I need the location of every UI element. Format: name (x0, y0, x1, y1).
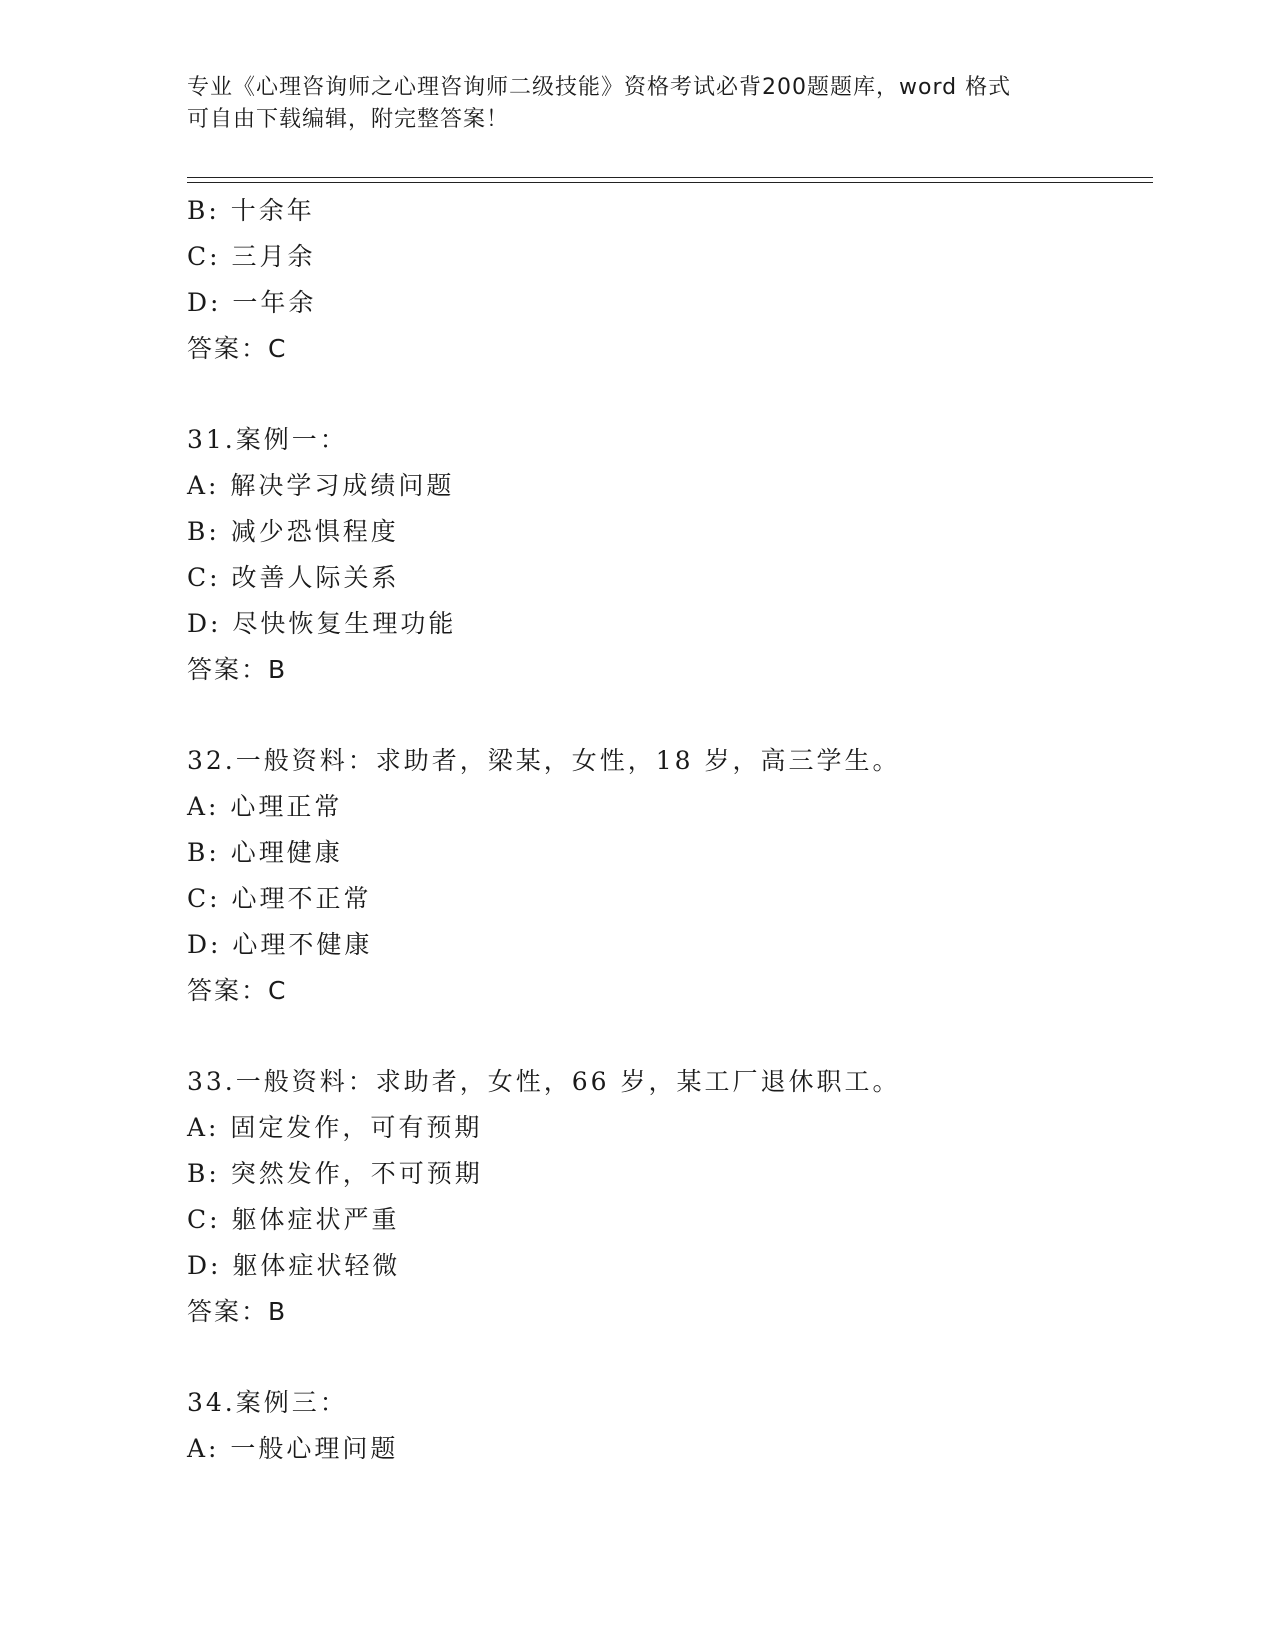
option-b: B: 十余年 (187, 196, 315, 225)
header-line-2: 可自由下载编辑，附完整答案！ (187, 107, 510, 132)
document-header (187, 72, 1087, 136)
question-block-34 (187, 1380, 1187, 1472)
question-block-continued (187, 188, 1187, 372)
option-d: D: 躯体症状轻微 (187, 1251, 401, 1280)
option-d: D: 尽快恢复生理功能 (187, 609, 457, 638)
answer-line: 答案：B (187, 655, 288, 684)
question-stem: 33.一般资料：求助者，女性，66 岁，某工厂退休职工。 (187, 1067, 901, 1096)
question-block-33 (187, 1059, 1187, 1335)
header-rule-top (187, 177, 1153, 178)
option-c: C: 躯体症状严重 (187, 1205, 400, 1234)
question-list (187, 188, 1187, 1472)
option-d: D: 心理不健康 (187, 930, 373, 959)
answer-line: 答案：C (187, 334, 288, 363)
option-a: A: 解决学习成绩问题 (187, 471, 455, 500)
option-c: C: 三月余 (187, 242, 316, 271)
option-a: A: 心理正常 (187, 792, 343, 821)
option-b: B: 心理健康 (187, 838, 343, 867)
question-stem: 31.案例一： (187, 425, 348, 454)
answer-line: 答案：C (187, 976, 288, 1005)
option-b: B: 减少恐惧程度 (187, 517, 399, 546)
option-c: C: 改善人际关系 (187, 563, 400, 592)
answer-line: 答案：B (187, 1297, 288, 1326)
question-block-32 (187, 738, 1187, 1014)
header-line-1: 专业《心理咨询师之心理咨询师二级技能》资格考试必背200题题库，word 格式 (187, 75, 1012, 100)
question-block-31 (187, 417, 1187, 693)
question-stem: 34.案例三： (187, 1388, 348, 1417)
header-rule-bottom (187, 182, 1153, 183)
option-c: C: 心理不正常 (187, 884, 372, 913)
option-a: A: 一般心理问题 (187, 1434, 399, 1463)
option-a: A: 固定发作，可有预期 (187, 1113, 483, 1142)
question-stem: 32.一般资料：求助者，梁某，女性，18 岁，高三学生。 (187, 746, 901, 775)
option-b: B: 突然发作，不可预期 (187, 1159, 483, 1188)
option-d: D: 一年余 (187, 288, 317, 317)
